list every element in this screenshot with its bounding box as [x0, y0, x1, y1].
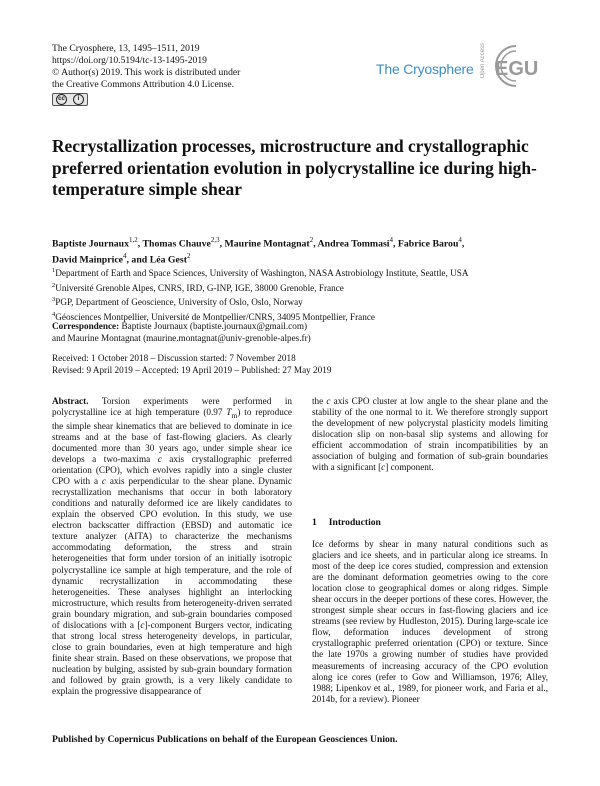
- abstract-label: Abstract.: [52, 396, 89, 406]
- citation: The Cryosphere, 13, 1495–1511, 2019: [52, 43, 200, 54]
- abstract-continuation: the c axis CPO cluster at low angle to the shear plane and the stability of the one normal to it. We therefore strongly support the development of new polycrystal plasticity models limiting dislocation slip on non-basal slip systems and allowing for efficient accommodation of strain incompatibilities by an association of bulging and formation of sub-grain boundaries with a significant [c] component.: [312, 396, 548, 473]
- cc-icon: cc: [56, 94, 67, 105]
- author-name: Baptiste Journaux: [52, 238, 130, 250]
- correspondence-email[interactable]: Baptiste Journaux (baptiste.journaux@gmail.com): [121, 321, 308, 331]
- author-name: David Mainprice: [52, 254, 124, 266]
- affiliation-item: $^1$Department of Earth and Space Sciences, University of Washington, NASA Astrobiology Institute, Seattle, USA: [52, 267, 469, 279]
- egu-logo-text: EGU: [495, 58, 539, 80]
- paper-title: Recrystallization processes, microstructure and crystallographic preferred orientation evolution in polycrystalline ice during high-temperature simple shear: [52, 136, 537, 199]
- correspondence-label: Correspondence:: [52, 321, 120, 331]
- journal-logo: [376, 40, 556, 94]
- affiliation-item: $^3$PGP, Department of Geoscience, University of Oslo, Oslo, Norway: [52, 296, 303, 308]
- publication-dates: [52, 352, 552, 376]
- affiliation-item: $^4$Géosciences Montpellier, Université de Montpellier/CNRS, 34095 Montpellier, France: [52, 310, 375, 323]
- open-access-label: Open Access: [480, 43, 486, 79]
- abstract: Abstract. Torsion experiments were performed in polycrystalline ice at high temperature (0.97 $T_m$) to reproduce the simple shear kinematics that are believed to dominate in ice streams and at the base of fast-flowing glaciers. As clearly documented more than 30 years ago, under simple shear ice develops a two-maxima c axis crystallographic preferred orientation (CPO), which evolves rapidly into a single cluster CPO with a c axis perpendicular to the shear plane. Dynamic recrystallization mechanisms that occur in both laboratory conditions and naturally deformed ice are likely candidates to explain the observed CPO evolution. In this study, we use electron backscatter diffraction (EBSD) and automatic ice texture analyzer (AITA) to characterize the mechanisms accommodating deformation, the stress and strain heterogeneities that form under torsion of an initially isotropic polycrystalline ice sample at high temperature, and the role of dynamic recrystallization in accommodating these heterogeneities. These analyses highlight an interlocking microstructure, which results from heterogeneity-driven serrated grain boundary migration, and sub-grain boundaries composed of dislocations with a [c]-component Burgers vector, indicating that strong local stress heterogeneity develops, in particular, close to grain boundaries, even at high temperature and high finite shear strain. Based on these observations, we propose that nucleation by bulging, assisted by sub-grain boundary formation and followed by grain growth, is a very likely candidate to explain the progressive disappearance of: [52, 396, 292, 697]
- author-name: Fabrice Barou: [397, 238, 459, 250]
- author-name: Maurine Montagnat: [224, 238, 310, 250]
- license-line: the Creative Commons Attribution 4.0 License.: [52, 79, 234, 90]
- publisher-footer: Published by Copernicus Publications on behalf of the European Geosciences Union.: [52, 734, 398, 745]
- egu-logo: [490, 42, 542, 90]
- doi-link[interactable]: https://doi.org/10.5194/tc-13-1495-2019: [52, 55, 207, 66]
- author-name: Thomas Chauve: [142, 238, 211, 250]
- affiliation-item: $^2$Université Grenoble Alpes, CNRS, IRD, G-INP, IGE, 38000 Grenoble, France: [52, 281, 344, 293]
- author-name: Andrea Tommasi: [317, 238, 390, 250]
- published-date: Revised: 9 April 2019 – Accepted: 19 April 2019 – Published: 27 May 2019: [52, 365, 332, 375]
- cc-by-badge[interactable]: [52, 93, 88, 106]
- author-list: Baptiste Journaux$^{1,2}$, Thomas Chauve$^{2,3}$, Maurine Montagnat$^2$, Andrea Tommasi$^4$, Fabrice Barou$^4$, David Mainprice$^4$, and Léa Gest$^2$: [52, 236, 465, 266]
- section-heading: 1 Introduction: [312, 517, 381, 528]
- article-meta: [52, 43, 240, 91]
- affiliations: [52, 265, 552, 324]
- journal-name: The Cryosphere: [376, 61, 474, 77]
- correspondence-email[interactable]: and Maurine Montagnat (maurine.montagnat@univ-grenoble-alpes.fr): [52, 333, 311, 343]
- author-name: Léa Gest: [149, 254, 187, 266]
- copyright-line: © Author(s) 2019. This work is distributed under: [52, 67, 241, 78]
- correspondence: [52, 320, 552, 344]
- introduction-text: Ice deforms by shear in many natural conditions such as glaciers and ice sheets, and in particular along ice streams. In most of the deep ice cores studied, compression and extension are the dominant deformation geometries owing to the core location close to geographical domes or along ridges. Simple shear occurs in the deeper portions of these cores. However, the strongest simple shear occurs in fast-flowing glaciers and ice streams (see review by Hudleston, 2015). During large-scale ice flow, deformation induces development of strong crystallographic preferred orientation (CPO) or texture. Since the late 1970s a growing number of studies have provided measurements of increasing accuracy of the CPO evolution along ice cores (refer to Gow and Williamson, 1976; Alley, 1988; Lipenkov et al., 1989, for pioneer work, and Faria et al., 2014b, for a review). Pioneer: [312, 539, 548, 704]
- attribution-icon: i: [73, 94, 84, 105]
- received-date: Received: 1 October 2018 – Discussion started: 7 November 2018: [52, 353, 296, 363]
